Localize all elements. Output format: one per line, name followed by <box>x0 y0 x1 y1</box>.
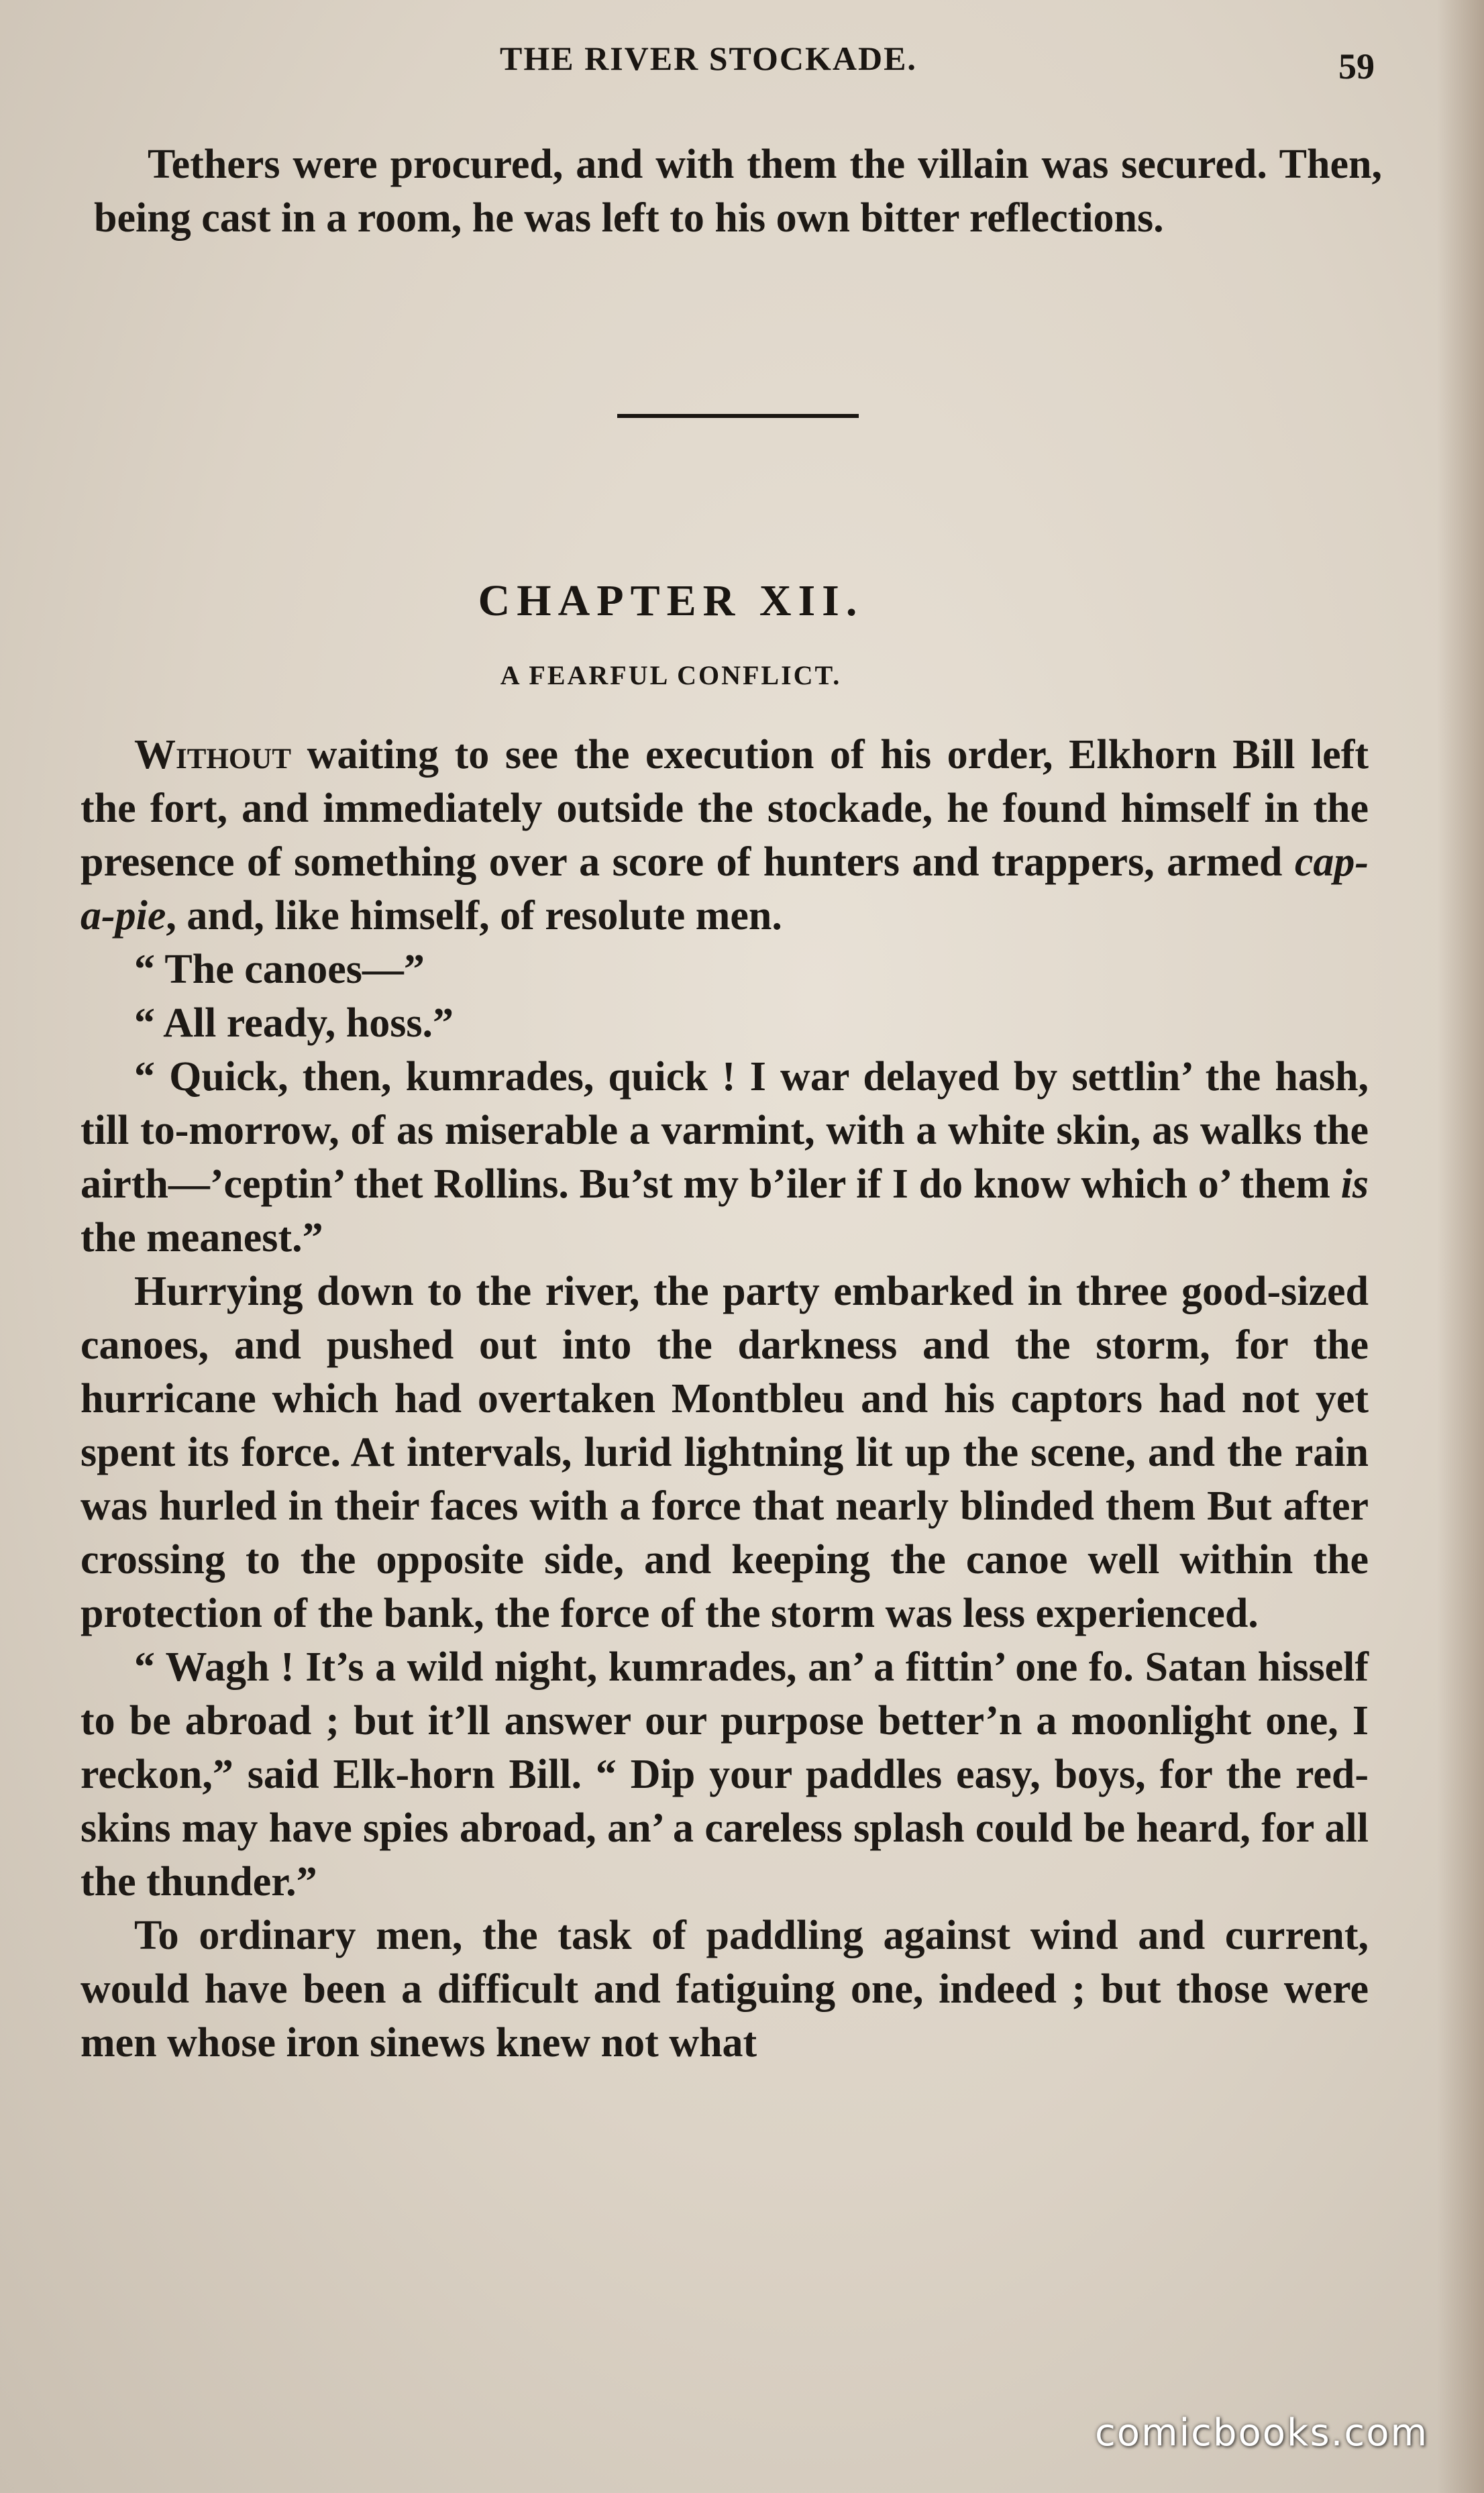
opening-paragraph: Tethers were procured, and with them the villain was secured. Then, being cast in a room, he was left to his own bitter reflections. <box>94 142 1382 241</box>
paragraph-text: “ Quick, then, kumrades, quick ! I war delayed by settlin’ the hash, till to-morrow, of as miserable a varmint, with a white skin, as walks the airth—’ceptin’ thet Rollins. Bu’st my b’iler if I do know which o’ them <box>81 1054 1369 1207</box>
paragraph-text: the meanest.” <box>81 1215 323 1261</box>
running-title: THE RIVER STOCKADE. <box>500 40 917 77</box>
page-edge-shadow <box>1437 0 1484 2493</box>
body-paragraph <box>81 728 1369 943</box>
chapter-title: CHAPTER XII. <box>478 576 864 625</box>
italic-phrase: cap-a-pie <box>81 839 1369 939</box>
paragraph-text: waiting to see the execution of his order, Elkhorn Bill left the fort, and immediately outside the stockade, he found himself in the presence of something over a score of hunters and trappers, armed <box>81 732 1369 885</box>
body-paragraph: To ordinary men, the task of paddling against wind and current, would have been a difficult and fatiguing one, indeed ; but those were men whose iron sinews knew not what <box>81 1913 1369 2066</box>
body-paragraph: “ Wagh ! It’s a wild night, kumrades, an’ a fittin’ one fo. Satan hisself to be abroad ; but it’ll answer our purpose better’n a moonlight one, I reckon,” said Elk-horn Bill. “ Dip your paddles easy, boys, for the red-skins may have spies abroad, an’ a careless splash could be heard, for all the thunder.” <box>81 1644 1369 1905</box>
section-divider <box>617 414 859 418</box>
chapter-subtitle: A FEARFUL CONFLICT. <box>500 660 842 690</box>
paragraph-text: , and, like himself, of resolute men. <box>166 893 782 939</box>
body-paragraph: Hurrying down to the river, the party embarked in three good-sized canoes, and pushed out into the darkness and the storm, for the hurricane which had overtaken Montbleu and his captors had not yet spent its force. At intervals, lurid lightning lit up the scene, and the rain was hurled in their faces with a force that nearly blinded them But after crossing to the opposite side, and keeping the canoe well within the protection of the bank, the force of the storm was less experienced. <box>81 1269 1369 1636</box>
italic-word: is <box>1340 1161 1369 1207</box>
page-number: 59 <box>1338 46 1375 87</box>
body-paragraph <box>81 1050 1369 1265</box>
opening-text <box>94 138 1382 245</box>
chapter-body <box>81 728 1369 2070</box>
watermark-logo: comicbooks.com <box>1095 2411 1429 2455</box>
lead-word: Without <box>134 732 292 778</box>
body-paragraph: “ The canoes—” <box>134 947 425 992</box>
body-paragraph: “ All ready, hoss.” <box>134 1000 454 1046</box>
